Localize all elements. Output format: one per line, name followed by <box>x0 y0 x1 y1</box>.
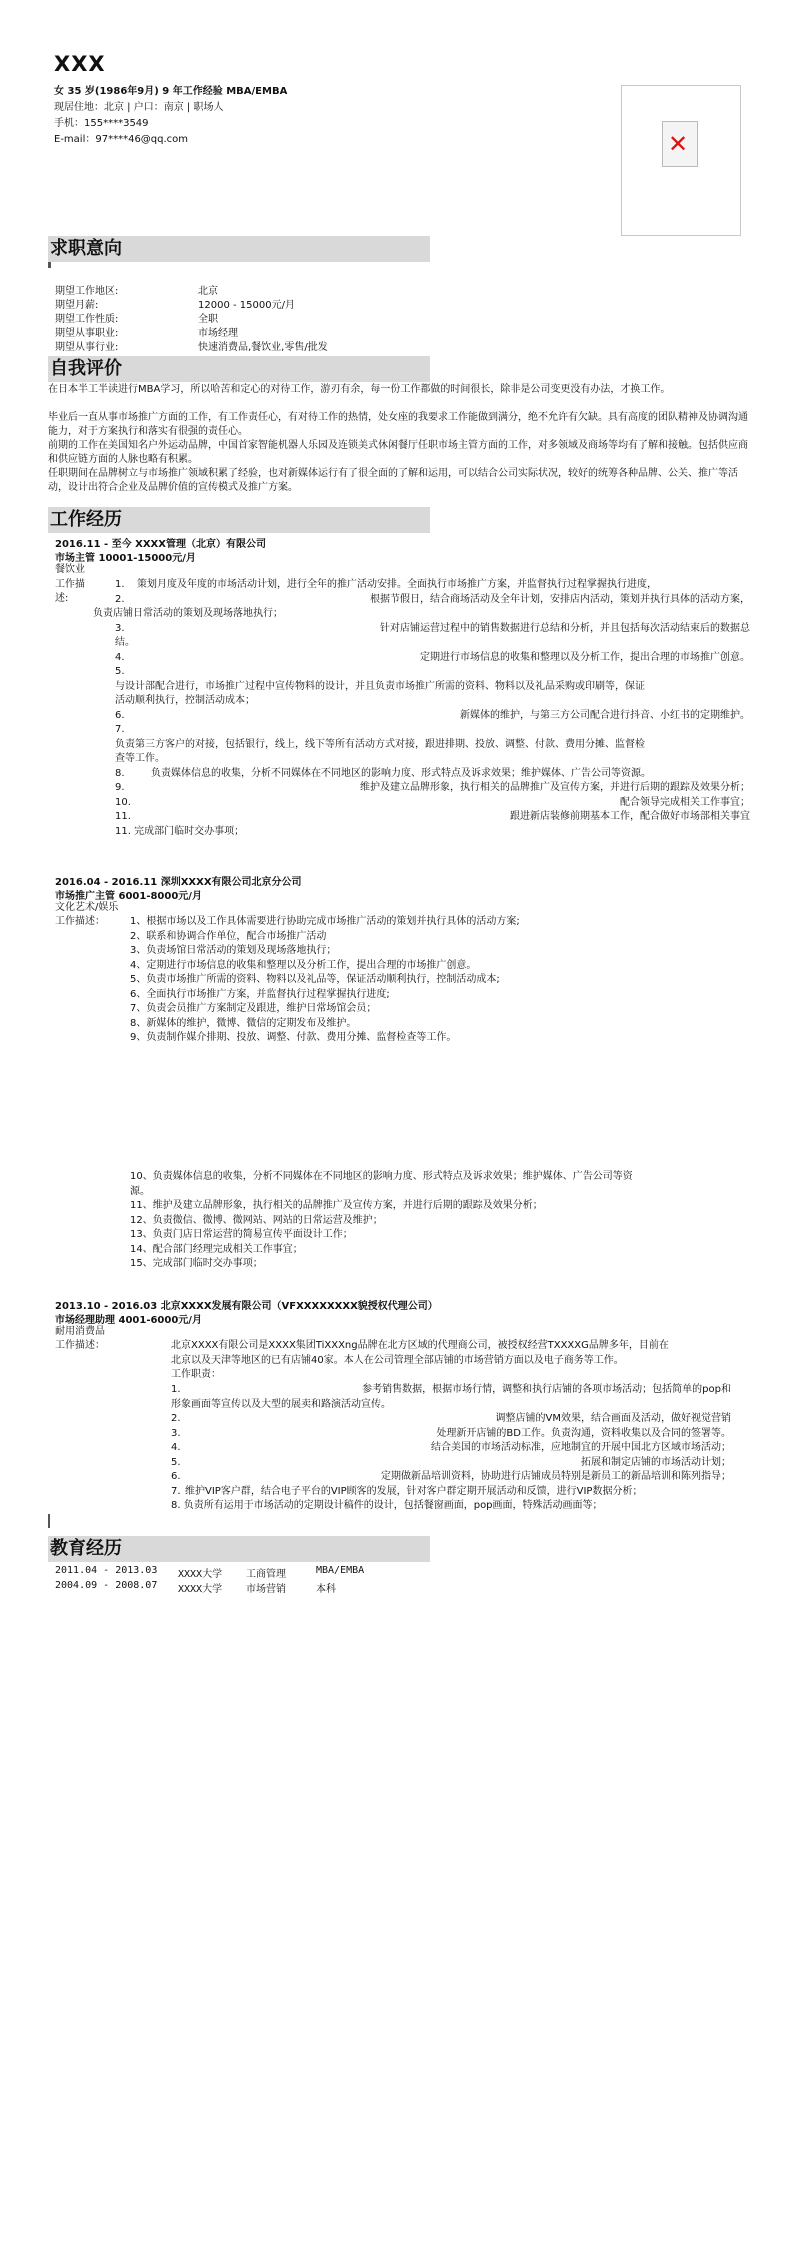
duty-line: 7、负责会员推广方案制定及跟进，维护日常场馆会员； <box>130 1003 377 1014</box>
job3-intro <box>171 1339 731 1383</box>
duty-line: 负责店铺日常活动的策划及现场落地执行； <box>93 608 283 619</box>
phone: 手机：155****3549 <box>54 118 149 129</box>
job-title-salary: 市场经理助理 4001-6000元/月 <box>55 1315 202 1326</box>
duty-line: 4. 结合美国的市场活动标准，应地制宜的开展中国北方区域市场活动； <box>171 1442 731 1453</box>
intent-label: 期望工作地区: <box>55 286 119 297</box>
intent-value: 市场经理 <box>198 328 238 339</box>
job3-duties <box>171 1383 731 1514</box>
duty-line: 11. 完成部门临时交办事项； <box>115 825 245 837</box>
photo-frame <box>621 85 741 236</box>
duty-line: 形象画面等宣传以及大型的展卖和路演活动宣传。 <box>171 1398 391 1410</box>
job-industry: 耐用消费品 <box>55 1326 105 1337</box>
job-desc-label: 工作描述: <box>55 579 85 604</box>
section-intent: 求职意向 <box>48 236 430 262</box>
duty-line: 6、全面执行市场推广方案，并监督执行过程掌握执行进度; <box>130 988 390 1000</box>
self-eval-paragraph: 在日本半工半读进行MBA学习，所以哈苦和定心的对待工作，游刃有余，每一份工作都做的时间很长，除非是公司变更没有办法，才换工作。 <box>48 384 671 395</box>
candidate-name: XXX <box>54 52 106 76</box>
intent-label: 期望月薪: <box>55 300 99 311</box>
broken-image-icon: ✕ <box>668 130 689 158</box>
duty-line: 12、负责微信、微博、微网站、网站的日常运营及维护； <box>130 1214 383 1226</box>
edu-period: 2011.04 - 2013.03 <box>55 1565 158 1576</box>
edu-major: 工商管理 <box>246 1569 286 1580</box>
duty-line: 1、根据市场以及工作具体需要进行协助完成市场推广活动的策划并执行具体的活动方案; <box>130 916 520 927</box>
duty-line: 13、负责门店日常运营的简易宣传平面设计工作； <box>130 1229 353 1240</box>
basic-info: 女 35 岁(1986年9月) 9 年工作经验 MBA/EMBA <box>54 86 288 97</box>
duty-line: 9. 维护及建立品牌形象，执行相关的品牌推广及宣传方案，并进行后期的跟踪及效果分析； <box>115 782 750 793</box>
duty-line: 6. 新媒体的维护，与第三方公司配合进行抖音、小红书的定期维护。 <box>115 709 750 721</box>
job-industry: 餐饮业 <box>55 564 85 575</box>
edu-period: 2004.09 - 2008.07 <box>55 1580 158 1591</box>
job-title-salary: 市场推广主管 6001-8000元/月 <box>55 891 202 902</box>
intro-line: 北京XXXX有限公司是XXXX集团TiXXXng品牌在北方区域的代理商公司，被授权经营TXXXXG品牌多年，目前在 <box>171 1340 669 1351</box>
job-desc-label: 工作描述： <box>55 1340 105 1351</box>
intent-label: 期望从事职业: <box>55 328 119 339</box>
job-period-company: 2016.11 - 至今 XXXX管理（北京）有限公司 <box>55 539 266 550</box>
duty-line: 2. 调整店铺的VM效果，结合画面及活动，做好视觉营销 <box>171 1413 731 1424</box>
intent-value: 北京 <box>198 286 218 297</box>
duty-line: 负责第三方客户的对接，包括银行，线上，线下等所有活动方式对接，跟进排期、投放、调整、付款、费用分摊、监督检 <box>115 738 645 750</box>
duty-line: 5、负责市场推广所需的资料、物料以及礼品等，保证活动顺利执行，控制活动成本; <box>130 974 500 985</box>
job-desc-label: 工作描述： <box>55 916 105 927</box>
job2-duties-a <box>130 915 750 1046</box>
duty-line: 11、维护及建立品牌形象，执行相关的品牌推广及宣传方案，并进行后期的跟踪及效果分析； <box>130 1200 543 1211</box>
duty-line: 5. <box>115 666 125 677</box>
section-education: 教育经历 <box>48 1536 430 1562</box>
duty-line: 3. 针对店铺运营过程中的销售数据进行总结和分析，并且包括每次活动结束后的数据总 <box>115 622 750 634</box>
edu-school: XXXX大学 <box>178 1584 223 1595</box>
duty-line: 2. 根据节假日，结合商场活动及全年计划，安排店内活动，策划并执行具体的活动方案， <box>115 593 750 605</box>
duty-line: 4. 定期进行市场信息的收集和整理以及分析工作，提出合理的市场推广创意。 <box>115 651 750 663</box>
duty-line: 2、联系和协调合作单位，配合市场推广活动 <box>130 930 327 942</box>
intro-line: 工作职责： <box>171 1369 221 1380</box>
duty-line: 8. 负责媒体信息的收集，分析不同媒体在不同地区的影响力度、形式特点及诉求效果；维护媒体、广告公司等资源。 <box>115 767 651 779</box>
duty-line: 8. 负责所有运用于市场活动的定期设计稿件的设计，包括餐窗画面，pop画面，特殊活动画面等； <box>171 1500 603 1511</box>
duty-line: 活动顺利执行，控制活动成本； <box>115 695 255 706</box>
intent-value: 快速消费品,餐饮业,零售/批发 <box>198 342 328 353</box>
edu-degree: 本科 <box>316 1584 336 1595</box>
self-eval-paragraph: 前期的工作在美国知名户外运动品牌，中国首家智能机器人乐园及连锁美式休闲餐厅任职市场主管方面的工作，对多领域及商场等均有了解和接触。包括供应商和供应链方面的人脉也略有积累。 <box>48 440 748 465</box>
duty-line: 1. 策划月度及年度的市场活动计划，进行全年的推广活动安排。全面执行市场推广方案，并监督执行过程掌握执行进度， <box>115 579 657 590</box>
job-title-salary: 市场主管 10001-15000元/月 <box>55 553 196 564</box>
job2-duties-b <box>130 1170 750 1272</box>
duty-line: 10、负责媒体信息的收集，分析不同媒体在不同地区的影响力度、形式特点及诉求效果；维护媒体、广告公司等资 <box>130 1171 633 1182</box>
duty-line: 8、新媒体的维护，微博、微信的定期发布及维护。 <box>130 1017 357 1029</box>
duty-line: 9、负责制作媒介排期、投放、调整、付款、费用分摊、监督检查等工作。 <box>130 1032 457 1043</box>
duty-line: 4、定期进行市场信息的收集和整理以及分析工作，提出合理的市场推广创意。 <box>130 959 477 971</box>
duty-line: 6. 定期做新品培训资料，协助进行店铺成员特别是新员工的新品培训和陈列指导； <box>171 1471 731 1482</box>
intent-value: 全职 <box>198 314 218 325</box>
job-period-company: 2016.04 - 2016.11 深圳XXXX有限公司北京分公司 <box>55 877 302 888</box>
job-industry: 文化艺术/娱乐 <box>55 902 119 913</box>
duty-line: 10. 配合领导完成相关工作事宜； <box>115 796 750 808</box>
duty-line: 结。 <box>115 637 135 648</box>
duty-line: 15、完成部门临时交办事项； <box>130 1258 263 1269</box>
duty-line: 3. 处理新开店铺的BD工作。负责沟通，资料收集以及合同的签署等。 <box>171 1427 731 1439</box>
duty-line: 与设计部配合进行，市场推广过程中宣传物料的设计，并且负责市场推广所需的资料、物料以及礼品采购或印刷等，保证 <box>115 680 645 692</box>
duty-line: 5. 拓展和制定店铺的市场活动计划； <box>171 1456 731 1468</box>
duty-line: 源。 <box>130 1185 150 1197</box>
duty-line: 查等工作。 <box>115 753 165 764</box>
job-period-company: 2013.10 - 2016.03 北京XXXX发展有限公司（VFXXXXXXXX貌授权代理公司） <box>55 1301 438 1312</box>
job1-duties <box>93 578 750 839</box>
duty-line: 11. 跟进新店装修前期基本工作，配合做好市场部相关事宜 <box>115 811 750 822</box>
duty-line: 3、负责场馆日常活动的策划及现场落地执行； <box>130 945 337 956</box>
email: E-mail：97****46@qq.com <box>54 134 189 145</box>
duty-line: 7. 维护VIP客户群，结合电子平台的VIP顾客的发展，针对客户群定期开展活动和反馈，进行VIP数据分析； <box>171 1485 643 1497</box>
residence-info: 现居住地：北京 | 户口：南京 | 职场人 <box>54 102 224 113</box>
duty-line: 1. 参考销售数据，根据市场行情，调整和执行店铺的各项市场活动；包括简单的pop和 <box>171 1384 731 1395</box>
duty-line: 7. <box>115 724 125 735</box>
edu-major: 市场营销 <box>246 1584 286 1595</box>
intent-label: 期望工作性质: <box>55 314 119 325</box>
intent-value: 12000 - 15000元/月 <box>198 300 295 311</box>
intro-line: 北京以及天津等地区的已有店铺40家。本人在公司管理全部店铺的市场营销方面以及电子商务等工作。 <box>171 1354 624 1366</box>
section-divider <box>48 262 51 268</box>
intent-label: 期望从事行业: <box>55 342 119 353</box>
duty-line: 14、配合部门经理完成相关工作事宜； <box>130 1243 303 1255</box>
section-self-eval: 自我评价 <box>48 356 430 382</box>
self-eval-paragraph: 毕业后一直从事市场推广方面的工作，有工作责任心，有对待工作的热情，处女座的我要求工作能做到满分，绝不允许有欠缺。具有高度的团队精神及协调沟通能力，对于方案执行和落实有很强的责任心。 <box>48 412 748 437</box>
edu-school: XXXX大学 <box>178 1569 223 1580</box>
section-divider <box>48 1514 50 1528</box>
edu-degree: MBA/EMBA <box>316 1565 365 1576</box>
section-work: 工作经历 <box>48 507 430 533</box>
self-eval-paragraph: 任职期间在品牌树立与市场推广领域积累了经验，也对新媒体运行有了很全面的了解和运用，可以结合公司实际状况，较好的统筹各种品牌、公关、推广等活动，设计出符合企业及品牌价值的宣传模式及推广方案。 <box>48 468 738 493</box>
